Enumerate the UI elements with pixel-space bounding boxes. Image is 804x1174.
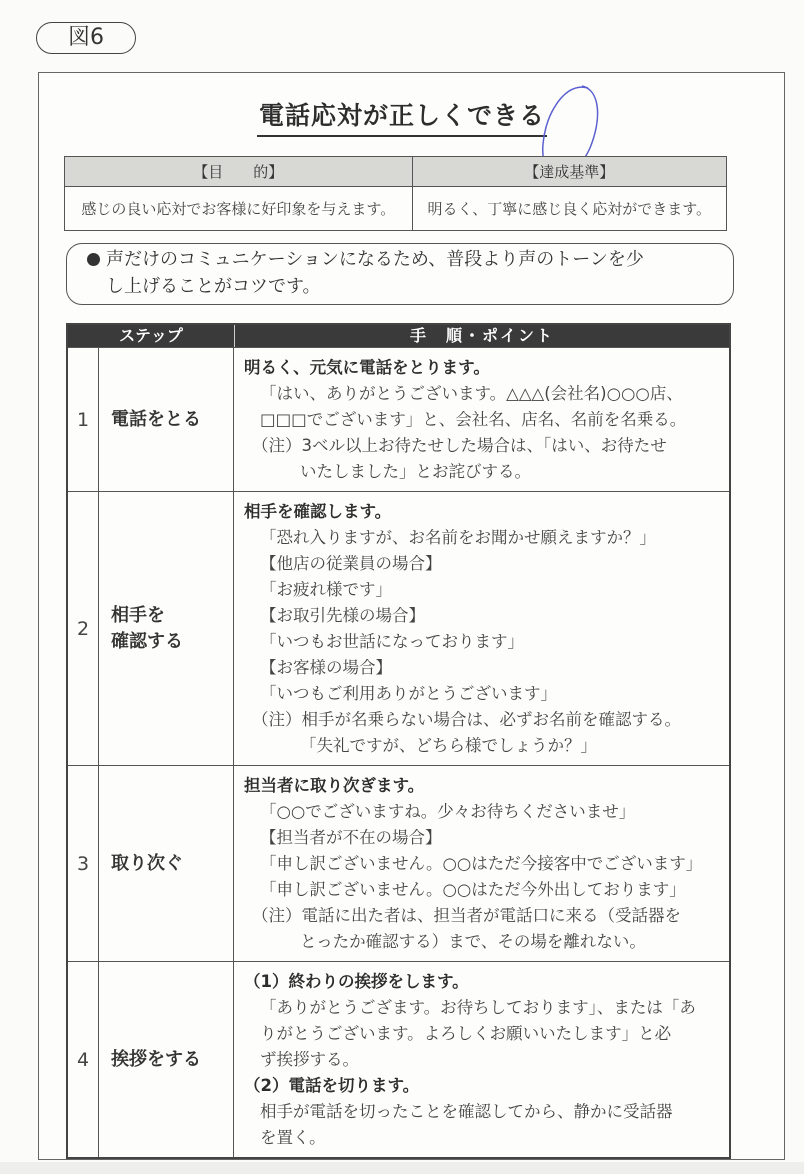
step-content xyxy=(234,348,729,491)
step-column-header: ステップ xyxy=(68,325,235,347)
steps-table xyxy=(66,323,731,1159)
purpose-header: 【目 的】 xyxy=(65,157,413,187)
steps-header-row xyxy=(68,325,729,347)
content-line-note-cont: 「失礼ですが、どちら様でしょうか？」 xyxy=(300,736,597,755)
content-line-note-cont: いたしました」とお詫びする。 xyxy=(300,462,531,481)
step-name-line: 相手を xyxy=(111,604,165,626)
step-number: 4 xyxy=(68,962,99,1157)
purpose-table xyxy=(64,156,727,231)
content-line-quote: 【他店の従業員の場合】 xyxy=(260,554,442,573)
content-line-quote: 「はい、ありがとうございます。△△△(会社名)○○○店、 xyxy=(260,384,683,403)
content-line-quote: 「いつもお世話になっております」 xyxy=(260,632,524,651)
step-name-text xyxy=(111,603,183,655)
content-line-quote: を置く。 xyxy=(260,1128,326,1147)
content-line-quote: 「申し訳ございません。○○はただ今接客中でございます」 xyxy=(260,854,703,873)
content-line-sub: （2）電話を切ります。 xyxy=(244,1076,420,1095)
purpose-cell: 感じの良い応対でお客様に好印象を与えます。 xyxy=(65,187,413,231)
step-name-text xyxy=(111,407,201,433)
content-line-quote: ず挨拶する。 xyxy=(260,1050,359,1069)
step-number: 1 xyxy=(68,348,99,491)
content-line-note: （注）電話に出た者は、担当者が電話口に来る（受話器を xyxy=(252,906,681,925)
content-line-quote: りがとうございます。よろしくお願いいたします」と必 xyxy=(260,1024,672,1043)
content-line-heading: 明るく、元気に電話をとります。 xyxy=(244,358,490,377)
step-name xyxy=(99,492,234,765)
step-name xyxy=(99,766,234,961)
page-bottom-edge xyxy=(0,1162,804,1174)
title-text: 電話応対が正しくできる xyxy=(257,96,547,137)
table-row xyxy=(68,765,729,961)
table-row xyxy=(68,347,729,491)
step-number: 2 xyxy=(68,492,99,765)
tip-line: し上げることがコツです。 xyxy=(106,276,321,297)
step-number: 3 xyxy=(68,766,99,961)
content-line-note: （注）相手が名乗らない場合は、必ずお名前を確認する。 xyxy=(252,710,681,729)
step-name-line: 確認する xyxy=(111,630,183,652)
bullet-icon xyxy=(87,253,100,266)
step-name-text xyxy=(111,1047,201,1073)
content-line-note-cont: とったか確認する）まで、その場を離れない。 xyxy=(300,932,646,951)
content-line-quote: □□□でございます」と、会社名、店名、名前を名乗る。 xyxy=(260,410,687,429)
page-title xyxy=(0,96,804,137)
content-line-quote: 「ありがとうござます。お待ちしております」、または「あ xyxy=(260,998,696,1017)
step-name-line: 挨拶をする xyxy=(111,1048,201,1070)
content-line-heading: 相手を確認します。 xyxy=(244,502,392,521)
content-line-quote: 相手が電話を切ったことを確認してから、静かに受話器 xyxy=(260,1102,673,1121)
step-name-text xyxy=(111,851,183,877)
content-line-quote: 「お疲れ様です」 xyxy=(260,580,392,599)
content-line-quote: 【お取引先様の場合】 xyxy=(260,606,425,625)
content-line-quote: 「○○でございますね。少々お待ちくださいませ」 xyxy=(260,802,636,821)
content-line-heading: 担当者に取り次ぎます。 xyxy=(244,776,425,795)
content-line-quote: 「いつもご利用ありがとうございます」 xyxy=(260,684,557,703)
step-name-line: 電話をとる xyxy=(111,408,201,430)
step-content xyxy=(234,962,729,1157)
step-content xyxy=(234,492,729,765)
content-line-sub: （1）終わりの挨拶をします。 xyxy=(244,972,469,991)
procedure-column-header: 手 順・ポイント xyxy=(409,326,554,345)
step-name xyxy=(99,348,234,491)
tip-box xyxy=(66,243,734,305)
content-line-quote: 「恐れ入りますが、お名前をお聞かせ願えますか？」 xyxy=(260,528,656,547)
step-name-line: 取り次ぐ xyxy=(111,852,183,874)
content-line-quote: 【お客様の場合】 xyxy=(260,658,392,677)
content-line-note: （注）3ベル以上お待たせした場合は、「はい、お待たせ xyxy=(252,436,667,455)
content-line-quote: 【担当者が不在の場合】 xyxy=(260,828,442,847)
content-line-quote: 「申し訳ございません。○○はただ今外出しております」 xyxy=(260,880,686,899)
step-name xyxy=(99,962,234,1157)
table-row xyxy=(68,961,729,1157)
table-row xyxy=(68,491,729,765)
step-content xyxy=(234,766,729,961)
criteria-cell: 明るく、丁寧に感じ良く応対ができます。 xyxy=(412,187,726,231)
figure-label: 図6 xyxy=(36,22,136,54)
criteria-header: 【達成基準】 xyxy=(412,157,726,187)
tip-line: 声だけのコミュニケーションになるため、普段より声のトーンを少 xyxy=(106,249,644,270)
